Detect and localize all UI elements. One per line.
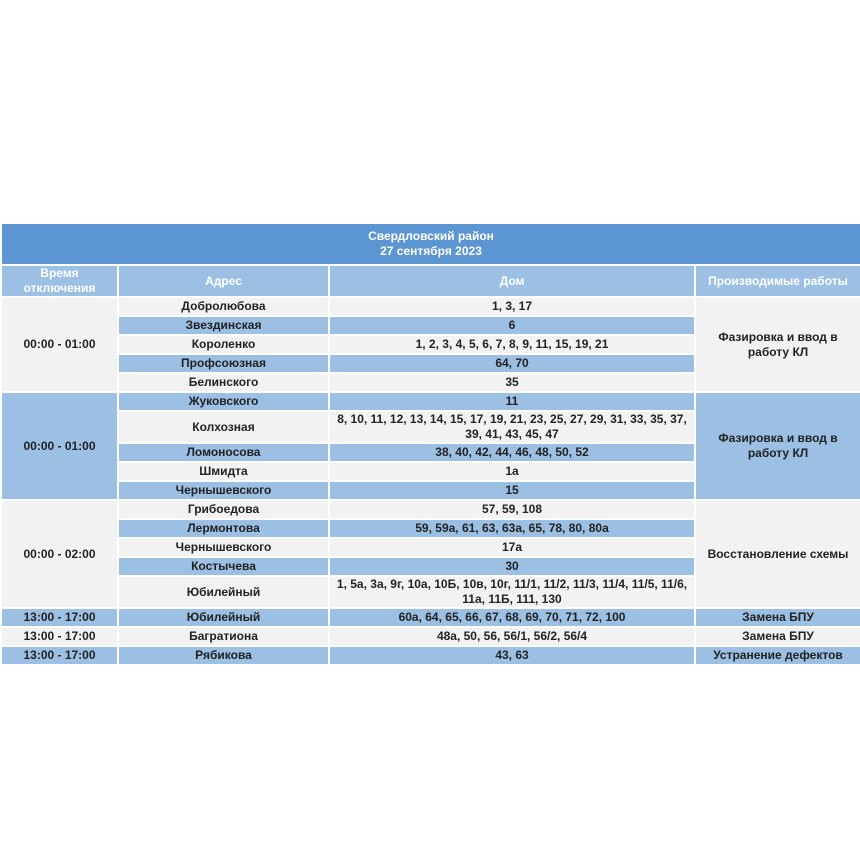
address-cell: Грибоедова (118, 500, 329, 519)
house-cell: 17а (329, 538, 695, 557)
time-cell: 13:00 - 17:00 (1, 646, 118, 665)
table-row (1, 392, 860, 411)
house-cell: 64, 70 (329, 354, 695, 373)
address-cell: Рябикова (118, 646, 329, 665)
address-cell: Юбилейный (118, 608, 329, 627)
house-cell: 59, 59а, 61, 63, 63а, 65, 78, 80, 80а (329, 519, 695, 538)
house-cell: 60а, 64, 65, 66, 67, 68, 69, 70, 71, 72, 100 (329, 608, 695, 627)
time-cell: 13:00 - 17:00 (1, 608, 118, 627)
house-cell: 15 (329, 481, 695, 500)
time-cell: 00:00 - 02:00 (1, 500, 118, 608)
table-row (1, 608, 860, 627)
address-cell: Шмидта (118, 462, 329, 481)
district-name: Свердловский район (368, 229, 494, 243)
address-cell: Багратиона (118, 627, 329, 646)
address-cell: Юбилейный (118, 576, 329, 608)
address-cell: Чернышевского (118, 481, 329, 500)
house-cell: 1, 2, 3, 4, 5, 6, 7, 8, 9, 11, 15, 19, 21 (329, 335, 695, 354)
address-cell: Ломоносова (118, 443, 329, 462)
address-cell: Чернышевского (118, 538, 329, 557)
table-title (1, 223, 860, 265)
table-row (1, 500, 860, 519)
address-cell: Добролюбова (118, 297, 329, 316)
header-work: Производимые работы (695, 265, 860, 297)
header-house: Дом (329, 265, 695, 297)
work-cell: Восстановление схемы (695, 500, 860, 608)
address-cell: Звездинская (118, 316, 329, 335)
work-cell: Замена БПУ (695, 627, 860, 646)
house-cell: 8, 10, 11, 12, 13, 14, 15, 17, 19, 21, 23, 25, 27, 29, 31, 33, 35, 37, 39, 41, 43, 45, 47 (329, 411, 695, 443)
address-cell: Белинского (118, 373, 329, 392)
work-cell: Фазировка и ввод в работу КЛ (695, 297, 860, 392)
address-cell: Лермонтова (118, 519, 329, 538)
time-cell: 00:00 - 01:00 (1, 392, 118, 500)
table-row (1, 627, 860, 646)
address-cell: Костычева (118, 557, 329, 576)
house-cell: 35 (329, 373, 695, 392)
address-cell: Профсоюзная (118, 354, 329, 373)
schedule-date: 27 сентября 2023 (380, 244, 482, 258)
house-cell: 48а, 50, 56, 56/1, 56/2, 56/4 (329, 627, 695, 646)
outage-schedule (0, 222, 860, 666)
time-cell: 00:00 - 01:00 (1, 297, 118, 392)
outage-table (0, 222, 860, 666)
house-cell: 6 (329, 316, 695, 335)
house-cell: 43, 63 (329, 646, 695, 665)
house-cell: 38, 40, 42, 44, 46, 48, 50, 52 (329, 443, 695, 462)
work-cell: Фазировка и ввод в работу КЛ (695, 392, 860, 500)
work-cell: Замена БПУ (695, 608, 860, 627)
address-cell: Короленко (118, 335, 329, 354)
header-time: Время отключения (1, 265, 118, 297)
house-cell: 1, 3, 17 (329, 297, 695, 316)
house-cell: 1, 5а, 3а, 9г, 10а, 10Б, 10в, 10г, 11/1, 11/2, 11/3, 11/4, 11/5, 11/6, 11а, 11Б, 111, 130 (329, 576, 695, 608)
table-row (1, 646, 860, 665)
house-cell: 11 (329, 392, 695, 411)
house-cell: 57, 59, 108 (329, 500, 695, 519)
table-row (1, 297, 860, 316)
address-cell: Жуковского (118, 392, 329, 411)
house-cell: 30 (329, 557, 695, 576)
address-cell: Колхозная (118, 411, 329, 443)
header-address: Адрес (118, 265, 329, 297)
time-cell: 13:00 - 17:00 (1, 627, 118, 646)
work-cell: Устранение дефектов (695, 646, 860, 665)
house-cell: 1а (329, 462, 695, 481)
